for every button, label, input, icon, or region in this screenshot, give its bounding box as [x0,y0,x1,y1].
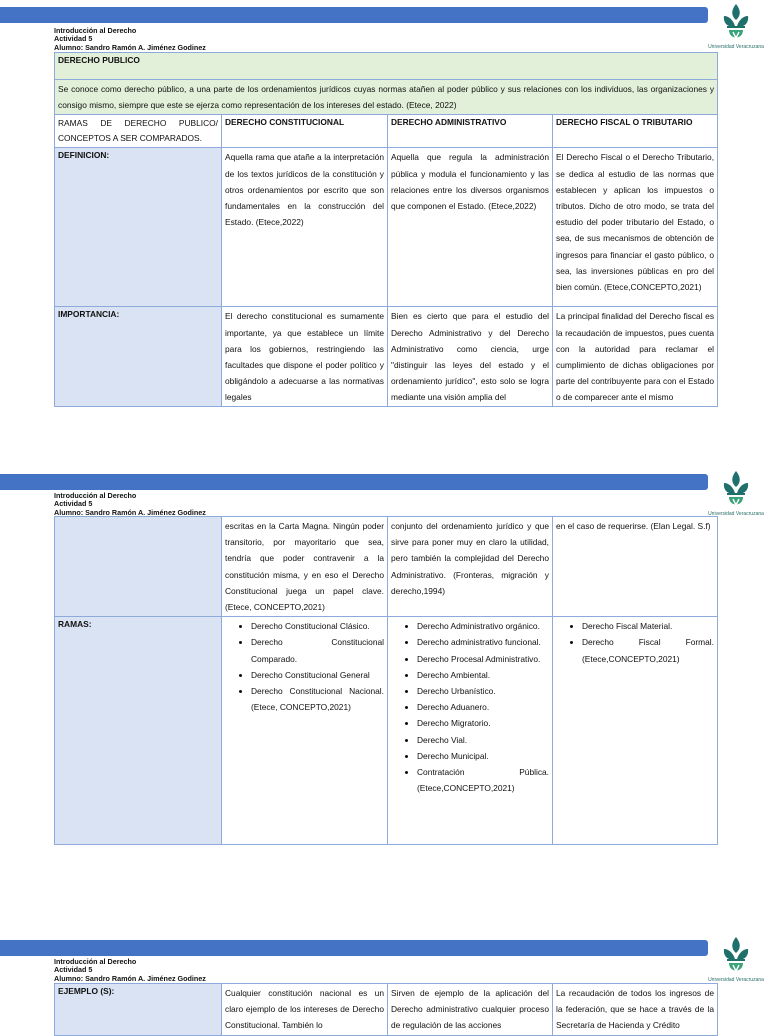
activity-label: Actividad 5 [54,965,93,975]
list-item: • Derecho Migratorio. [417,715,549,731]
ejemplo-fiscal: La recaudación de todos los ingresos de la federación, que se hace a través de la Secretaría de Hacienda y Crédito [553,984,718,1036]
definicion-administrativo: Aquella que regula la administración pública y modula el funcionamiento y las relaciones entre los diversos organismos que componen el Estado. (Etece,2022) [388,148,553,307]
header-bar [0,940,708,956]
student-name: Alumno: Sandro Ramón A. Jiménez Godinez [54,507,206,517]
university-name: Universidad Veracruzana [708,511,764,517]
definicion-label: DEFINICION: [55,148,222,307]
list-item: • Derecho Constitucional Nacional. (Etece, CONCEPTO,2021) [251,683,384,715]
column-header-concepts: RAMAS DE DERECHO PUBLICO/ CONCEPTOS A SER COMPARADOS. [55,115,222,148]
importancia-label: IMPORTANCIA: [55,307,222,407]
importancia-label-continued [55,517,222,617]
ramas-fiscal [553,617,718,845]
list-item: • Derecho Ambiental. [417,667,549,683]
column-header-row [55,115,718,148]
university-logo [704,935,768,983]
ramas-label: RAMAS: [55,617,222,845]
intro-row [55,80,718,115]
ejemplo-label: EJEMPLO (S): [55,984,222,1036]
university-name: Universidad Veracruzana [708,44,764,50]
importancia-continued-row [55,517,718,617]
list-item: • Derecho Constitucional Comparado. [251,634,384,666]
activity-label: Actividad 5 [54,499,93,509]
document-header [54,958,206,983]
title-row [55,53,718,80]
importancia-fiscal: La principal finalidad del Derecho fiscal es la recaudación de impuestos, pues cuenta con la autoridad para reclamar el cumplimiento de dichas obligaciones por parte del contribuyente para con el Estado o de comparecer ante el mismo [553,307,718,407]
student-name: Alumno: Sandro Ramón A. Jiménez Godinez [54,42,206,52]
list-item: • Derecho Urbanístico. [417,683,549,699]
ejemplo-administrativo: Sirven de ejemplo de la aplicación del Derecho administrativo cualquier proceso de regulación de las acciones [388,984,553,1036]
course-title: Introducción al Derecho [54,491,137,500]
list-item: • Derecho Administrativo orgánico. [417,618,549,634]
list-item: • Derecho Fiscal Material. [582,618,714,634]
ejemplo-constitucional: Cualquier constitución nacional es un claro ejemplo de los intereses de Derecho Constitucional. También lo [222,984,388,1036]
list-item: • Derecho administrativo funcional. [417,634,549,650]
document-header [54,27,206,52]
header-bar [0,474,708,490]
column-header-fiscal: DERECHO FISCAL O TRIBUTARIO [553,115,718,148]
comparison-table-page-2 [54,516,718,845]
intro-text: Se conoce como derecho público, a una parte de los ordenamientos jurídicos cuyas normas atañen al poder público y sus relaciones con los individuos, las organizaciones y consigo mismo, siempre que este se ejerza como representación de los intereses del estado. (Etece, 2022) [55,80,718,115]
list-item: • Contratación Pública. (Etece,CONCEPTO,2021) [417,764,549,796]
definicion-row [55,148,718,307]
importancia-fiscal-continued: en el caso de requerirse. (Elan Legal. S.f) [553,517,718,617]
importancia-administrativo-continued: conjunto del ordenamiento jurídico y que sirve para poner muy en claro la utilidad, pero también la complejidad del Derecho Administrativo. (Fronteras, migración y derecho,1994) [388,517,553,617]
course-title: Introducción al Derecho [54,26,137,35]
ejemplo-row [55,984,718,1036]
ramas-administrativo [388,617,553,845]
university-logo [704,2,768,50]
course-title: Introducción al Derecho [54,957,137,966]
list-item: • Derecho Municipal. [417,748,549,764]
list-item: • Derecho Constitucional Clásico. [251,618,384,634]
ramas-administrativo-list [391,618,549,796]
ramas-constitucional-list [225,618,384,715]
ramas-constitucional [222,617,388,845]
activity-label: Actividad 5 [54,34,93,44]
ramas-row [55,617,718,845]
table-title: DERECHO PUBLICO [55,53,718,80]
student-name: Alumno: Sandro Ramón A. Jiménez Godinez [54,973,206,983]
list-item: • Derecho Fiscal Formal. (Etece,CONCEPTO,2021) [582,634,714,666]
importancia-constitucional-continued: escritas en la Carta Magna. Ningún poder transitorio, por mayoritario que sea, tendría que poder contravenir a la constitución misma, y en eso el Derecho Constitucional juega un papel clave. (Etece, CONCEPTO,2021) [222,517,388,617]
definicion-fiscal: El Derecho Fiscal o el Derecho Tributario, se dedica al estudio de las normas que establecen y aplican los impuestos o tributos. Dicho de otro modo, se trata del estudio del poder tributario del Estado, o sea, de sus mecanismos de obtención de ingresos para financiar el gasto público, o sea, las inversiones públicas en pro del bien común. (Etece,CONCEPTO,2021) [553,148,718,307]
university-name: Universidad Veracruzana [708,977,764,983]
list-item: • Derecho Constitucional General [251,667,384,683]
university-logo [704,469,768,517]
importancia-administrativo: Bien es cierto que para el estudio del Derecho Administrativo y del Derecho Administrativo como ciencia, urge "distinguir las leyes del estado y el ordenamiento jurídico", esto solo se logra mediante una visión amplia del [388,307,553,407]
definicion-constitucional: Aquella rama que atañe a la interpretación de los textos jurídicos de la constitución y otros ordenamientos por escrito que son fundamentales en la construcción del Estado. (Etece,2022) [222,148,388,307]
university-emblem-icon [721,935,751,979]
column-header-administrativo: DERECHO ADMINISTRATIVO [388,115,553,148]
comparison-table-page-3 [54,983,718,1036]
university-emblem-icon [721,2,751,46]
list-item: • Derecho Procesal Administrativo. [417,651,549,667]
importancia-constitucional: El derecho constitucional es sumamente importante, ya que establece un límite para los gobiernos, restringiendo las facultades que dispone el poder político y obligándolo a adecuarse a las normativas legales [222,307,388,407]
column-header-constitucional: DERECHO CONSTITUCIONAL [222,115,388,148]
university-emblem-icon [721,469,751,513]
document-header [54,492,206,517]
comparison-table-page-1 [54,52,718,407]
list-item: • Derecho Vial. [417,732,549,748]
header-bar [0,7,708,23]
list-item: • Derecho Aduanero. [417,699,549,715]
ramas-fiscal-list [556,618,714,667]
importancia-row [55,307,718,407]
